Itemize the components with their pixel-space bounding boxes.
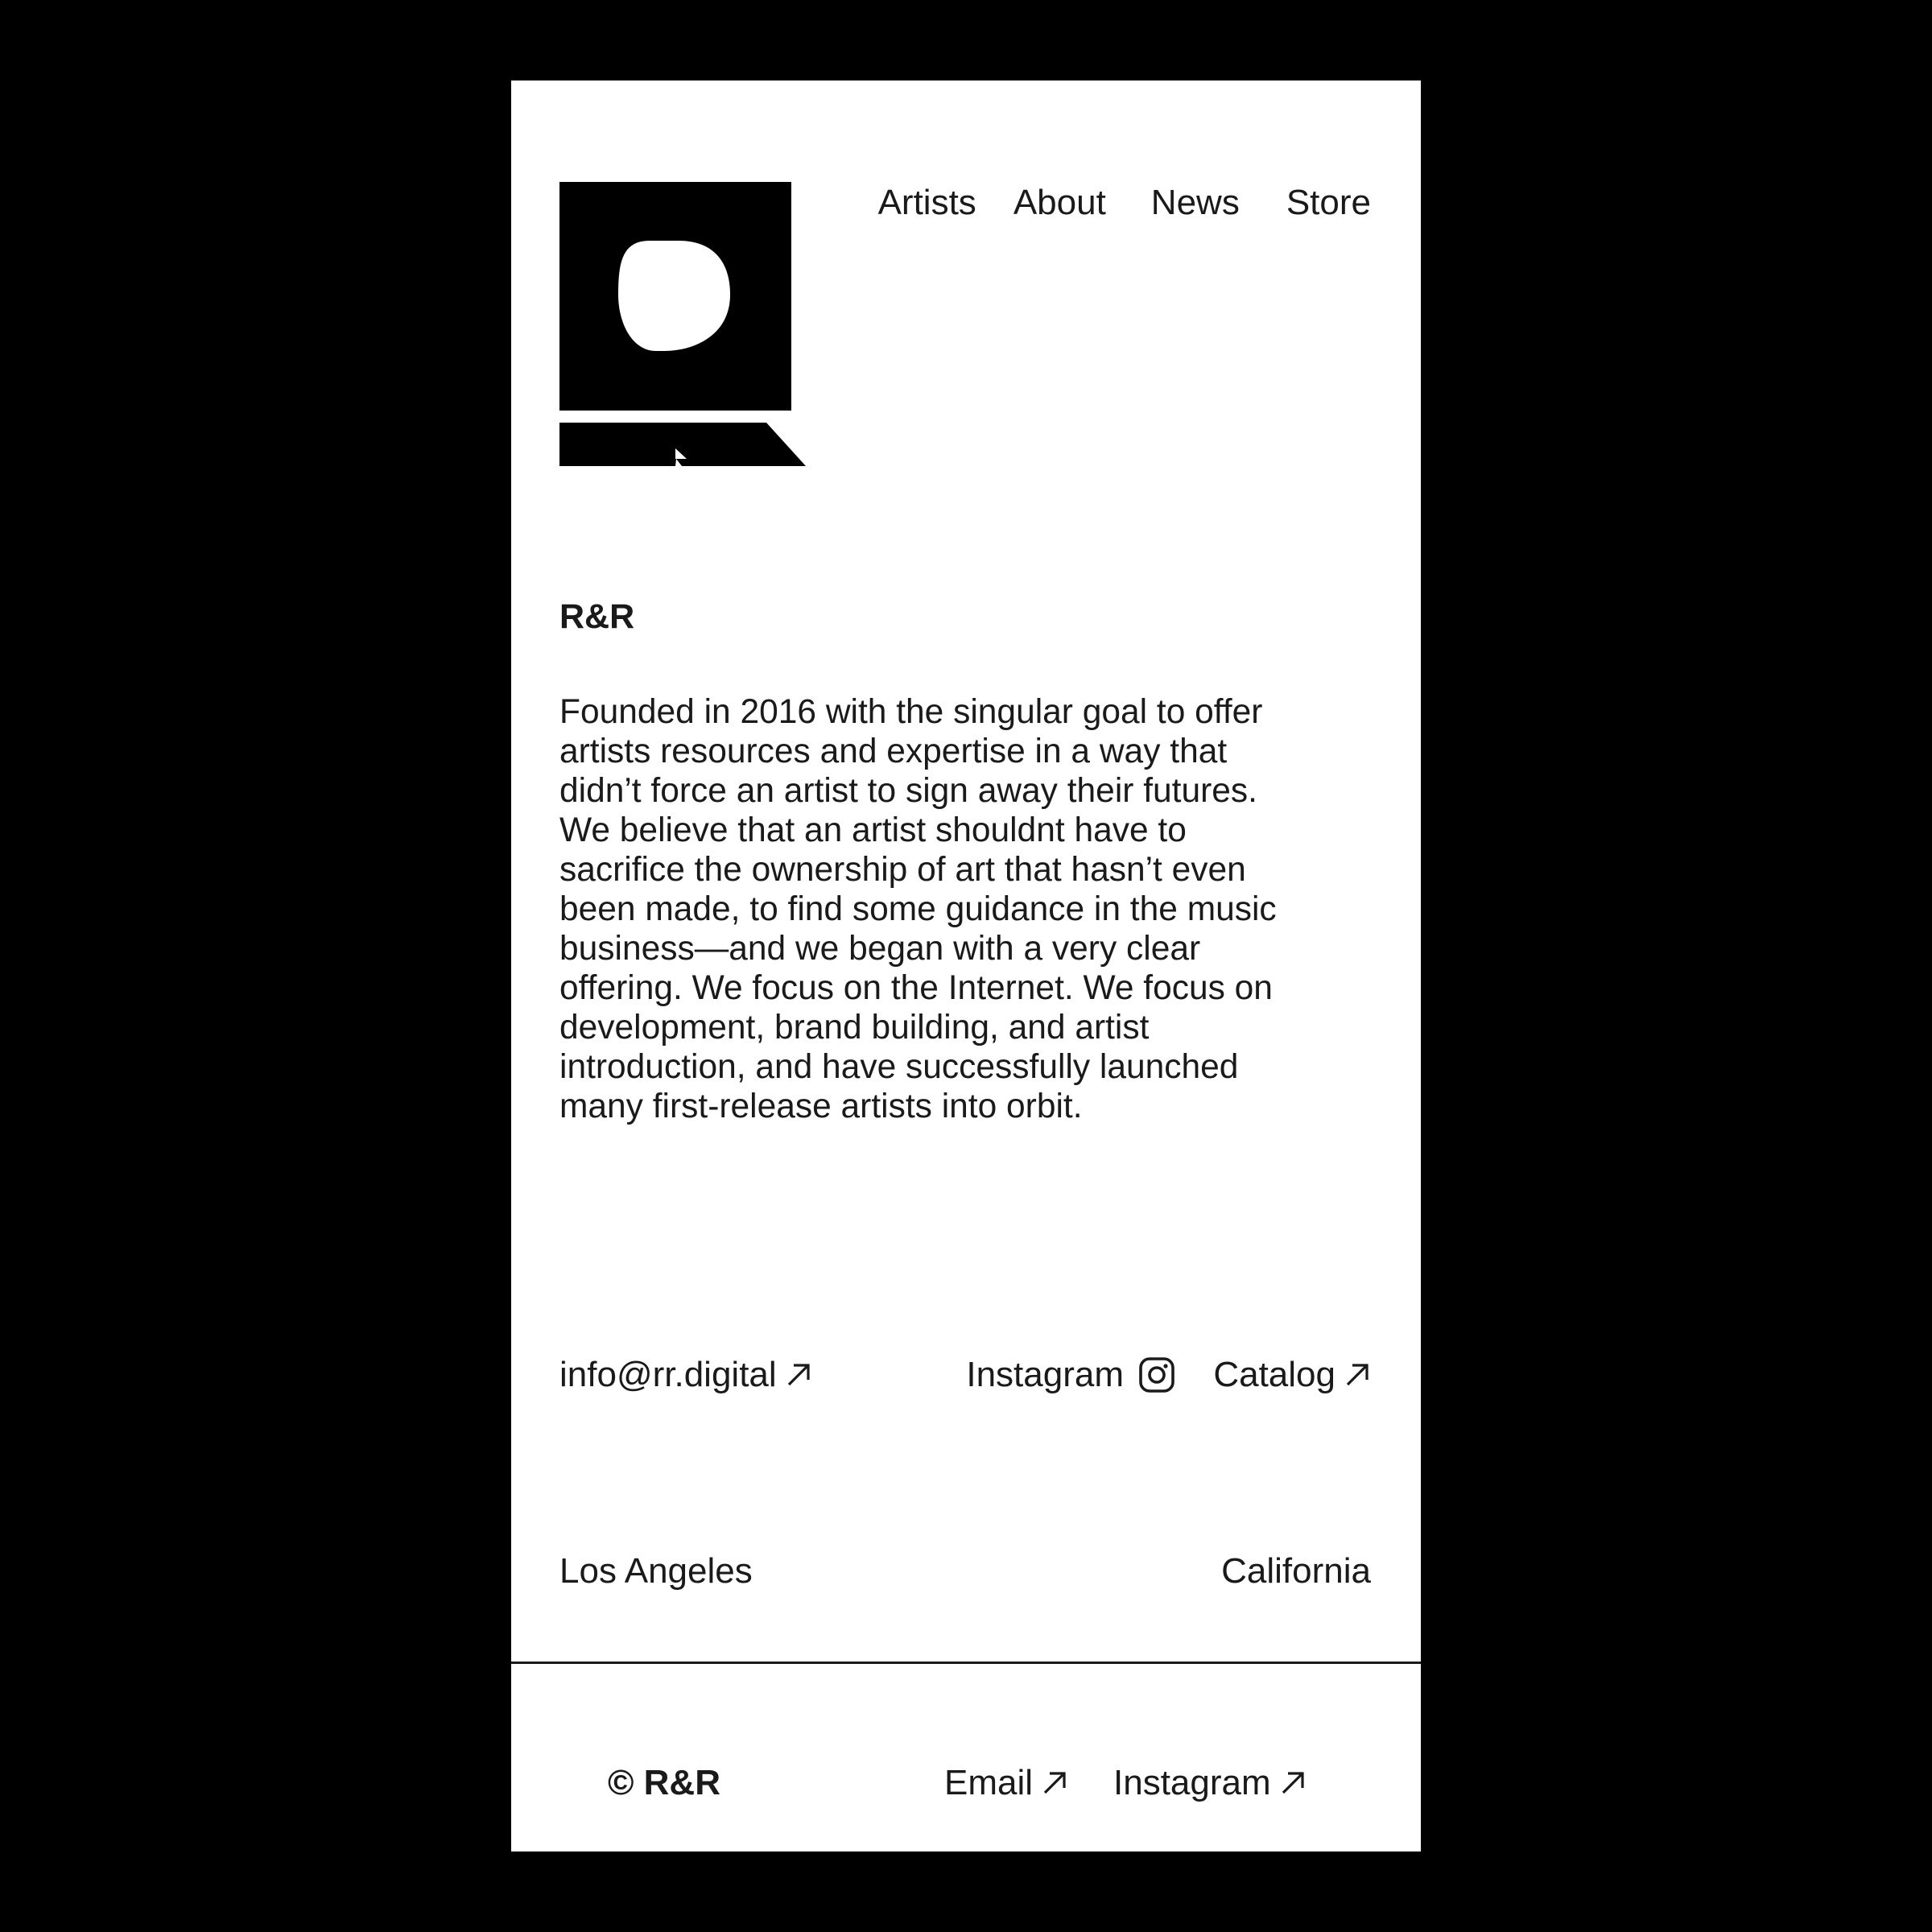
footer-instagram-label: Instagram [1113,1763,1271,1802]
footer [511,1664,1421,1852]
nav-artists[interactable]: Artists [877,183,976,222]
footer-email-label: Email [944,1763,1034,1802]
contact-instagram-label: Instagram [966,1355,1124,1394]
nav-about[interactable]: About [1013,183,1106,222]
contact-instagram-link[interactable] [966,1351,1175,1399]
arrow-up-right-icon [785,1361,812,1389]
location-state: California [1221,1551,1371,1591]
contact-catalog-label: Catalog [1213,1355,1335,1394]
main-nav [878,179,1371,227]
about-title: R&R [559,597,635,636]
nav-news[interactable]: News [1150,183,1240,222]
nav-store[interactable]: Store [1286,183,1371,222]
contact-catalog-link[interactable] [1213,1351,1371,1399]
contact-email-label: info@rr.digital [559,1355,777,1394]
footer-copyright: © R&R [608,1763,720,1802]
contact-email-link[interactable] [559,1351,812,1399]
contact-row [559,1351,1371,1399]
arrow-up-right-icon [1344,1361,1371,1389]
instagram-icon [1138,1356,1175,1393]
location-row [559,1547,1371,1596]
page-card [511,80,1421,1852]
arrow-up-right-icon [1041,1769,1068,1797]
rr-logo-icon[interactable] [559,182,806,469]
location-city: Los Angeles [559,1551,753,1591]
about-text: Founded in 2016 with the singular goal to offer artists resources and expertise in a way that didn’t force an artist to sign away their futures. We believe that an artist shouldnt have to sacrifice the ownership of art that hasn’t even been made, to find some guidance in the music business—and we began with a very clear offering. We focus on the Internet. We focus on development, brand building, and artist introduction, and have successfully launched many first-release artists into orbit. [559,693,1277,1125]
footer-email-link[interactable] [944,1759,1068,1807]
arrow-up-right-icon [1279,1769,1307,1797]
footer-instagram-link[interactable] [1113,1759,1307,1807]
